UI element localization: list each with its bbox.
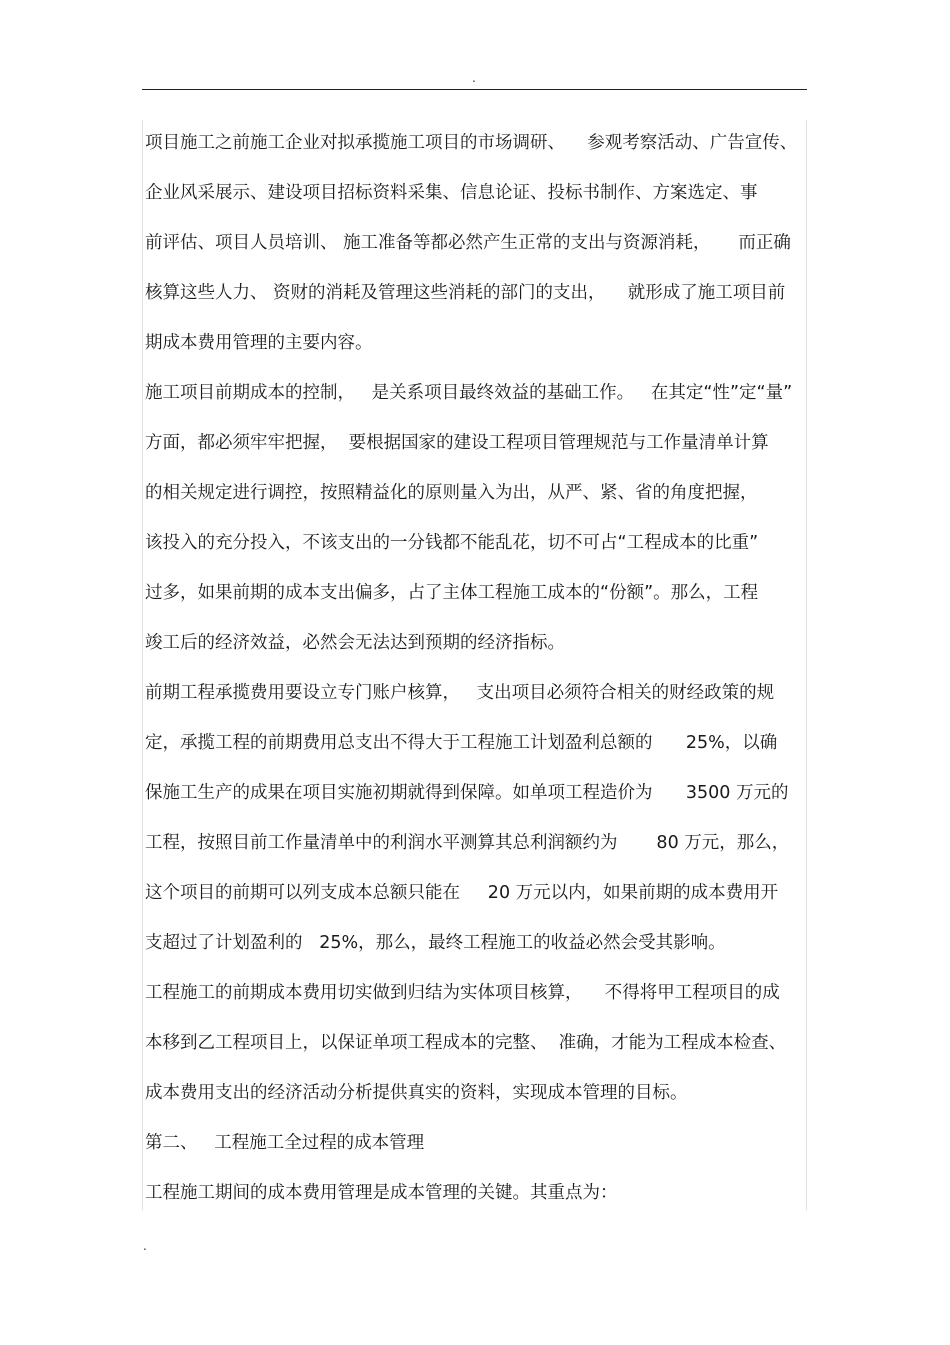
text-line: 过多，如果前期的成本支出偏多，占了主体工程施工成本的“份额”。那么，工程 [145, 583, 759, 603]
text-line: 这个项目的前期可以列支成本总额只能在 20 万元以内，如果前期的成本费用开 [145, 883, 779, 903]
footer-mark: . [143, 1239, 147, 1253]
text-line: 前期工程承揽费用要设立专门账户核算， 支出项目必须符合相关的财经政策的规 [145, 683, 775, 703]
text-line: 项目施工之前施工企业对拟承揽施工项目的市场调研、 参观考察活动、广告宣传、 [145, 133, 798, 153]
text-line: 工程，按照目前工作量清单中的利润水平测算其总利润额约为 80 万元，那么， [145, 833, 790, 853]
header-rule [142, 89, 807, 90]
text-line: 施工项目前期成本的控制， 是关系项目最终效益的基础工作。 在其定“性”定“量” [145, 383, 793, 403]
header-mark: . [472, 71, 476, 85]
text-line: 该投入的充分投入，不该支出的一分钱都不能乱花，切不可占“工程成本的比重” [145, 533, 759, 553]
text-line: 成本费用支出的经济活动分析提供真实的资料，实现成本管理的目标。 [145, 1083, 688, 1103]
text-line: 定，承揽工程的前期费用总支出不得大于工程施工计划盈利总额的 25%，以确 [145, 733, 778, 753]
text-line: 工程施工的前期成本费用切实做到归结为实体项目核算， 不得将甲工程项目的成 [145, 983, 780, 1003]
text-line: 核算这些人力、 资财的消耗及管理这些消耗的部门的支出， 就形成了施工项目前 [145, 283, 786, 303]
text-line: 前评估、项目人员培训、 施工准备等都必然产生正常的支出与资源消耗， 而正确 [145, 233, 791, 253]
text-line: 的相关规定进行调控，按照精益化的原则量入为出，从严、紧、省的角度把握， [145, 483, 758, 503]
text-line: 方面，都必须牢牢把握， 要根据国家的建设工程项目管理规范与工作量清单计算 [145, 433, 769, 453]
text-line: 本移到乙工程项目上，以保证单项工程成本的完整、 准确，才能为工程成本检查、 [145, 1033, 787, 1053]
text-line: 竣工后的经济效益，必然会无法达到预期的经济指标。 [145, 633, 565, 653]
text-line: 企业风采展示、建设项目招标资料采集、信息论证、投标书制作、方案选定、事 [145, 183, 758, 203]
left-margin-rule [142, 120, 143, 1210]
text-line: 保施工生产的成果在项目实施初期就得到保障。如单项工程造价为 3500 万元的 [145, 783, 789, 803]
text-line: 工程施工期间的成本费用管理是成本管理的关键。其重点为： [145, 1183, 618, 1203]
section-heading: 第二、 工程施工全过程的成本管理 [145, 1133, 425, 1153]
text-line: 期成本费用管理的主要内容。 [145, 333, 373, 353]
right-margin-rule [806, 120, 807, 1210]
text-line: 支超过了计划盈利的 25%，那么，最终工程施工的收益必然会受其影响。 [145, 933, 726, 953]
